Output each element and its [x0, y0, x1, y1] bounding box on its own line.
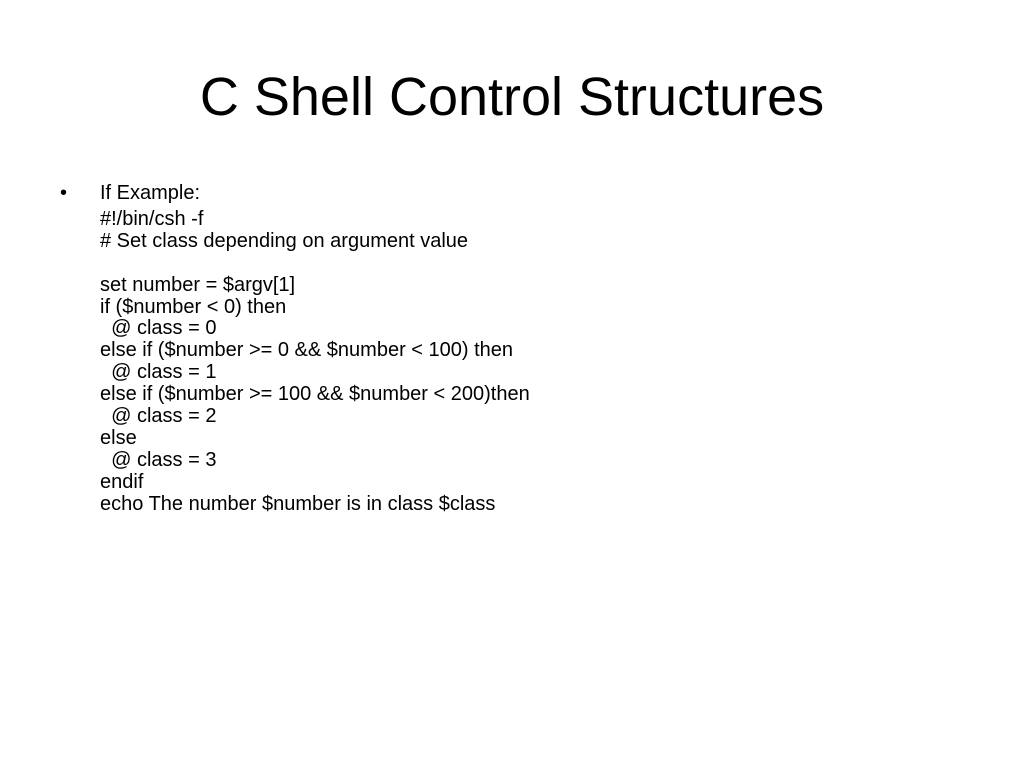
- code-line: @ class = 2: [100, 405, 217, 428]
- code-line: echo The number $number is in class $class: [100, 492, 496, 515]
- code-line: #!/bin/csh -f: [100, 208, 204, 230]
- code-line: endif: [100, 470, 144, 493]
- code-line: @ class = 0: [100, 317, 217, 340]
- code-line-blank: [100, 253, 960, 275]
- slide-title: C Shell Control Structures: [199, 67, 825, 127]
- code-line: if ($number < 0) then: [100, 295, 287, 318]
- code-line: set number = $argv[1]: [100, 273, 296, 296]
- code-example: [100, 209, 960, 515]
- bullet-label: If Example:: [100, 182, 201, 204]
- code-line: @ class = 1: [100, 361, 217, 384]
- bullet-marker: •: [60, 182, 68, 204]
- code-line: else if ($number >= 0 && $number < 100) then: [100, 339, 514, 362]
- code-line: else: [100, 426, 137, 449]
- code-line: # Set class depending on argument value: [100, 229, 469, 252]
- code-line: else if ($number >= 100 && $number < 200)then: [100, 383, 530, 406]
- code-line: @ class = 3: [100, 448, 217, 471]
